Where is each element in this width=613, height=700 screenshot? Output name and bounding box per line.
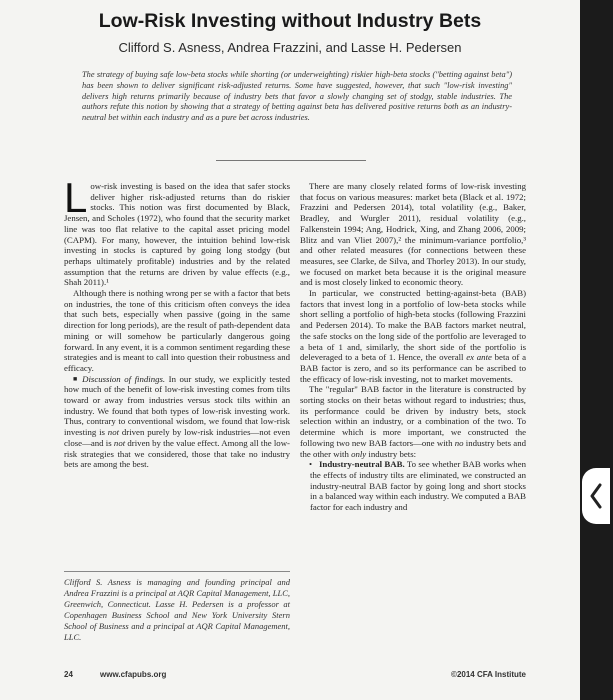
article-authors: Clifford S. Asness, Andrea Frazzini, and Lasse H. Pedersen (118, 40, 462, 55)
next-page-button[interactable] (582, 468, 610, 524)
emphasis: not (107, 427, 120, 438)
footer-url[interactable]: www.cfapubs.org (100, 670, 167, 679)
paragraph-text: The "regular" BAB factor in the literature is constructed by sorting stocks on their betas without regard to industries; thus, its performance could be driven by industry bets, stock selection within an industry, or a combination of the two. To determine which is more important, we constructed the following two new BAB factors—one with (300, 384, 526, 448)
paragraph (64, 374, 290, 470)
paragraph-text: beta of a BAB factor is zero, and so its performance can be ascribed to the efficacy of low-risk investing, not to market movements. (300, 352, 526, 384)
drop-cap: L (64, 174, 88, 221)
paragraph (300, 384, 526, 459)
emphasis: only (351, 448, 367, 459)
body-column-right (300, 181, 526, 513)
paragraph: There are many closely related forms of low-risk investing that focus on various measures: market beta (Black et al. 1972; Frazzini and Pedersen 2014), total volatility (e.g., Baker, Bradley, and Wurgler 2011), residual volatility (e.g., Falkenstein 1994; Ang, Hodrick, Xing, and Zhang 2006, 2009; Blitz and van Vliet 2007),² the minimum-variance portfolio,³ and other related measures (for connections between these measures, see Clarke, de Silva, and Thorley 2013). In our study, we focused on market beta because it is the original measure and is most closely linked to economic theory. (300, 181, 526, 288)
author-footnote: Clifford S. Asness is managing and founding principal and Andrea Frazzini is a principal at AQR Capital Management, LLC, Greenwich, Connecticut. Lasse H. Pedersen is a professor at Copenhagen Business School and New York University Stern School of Business and a principal at AQR Capital Management, LLC. (64, 577, 290, 642)
abstract: The strategy of buying safe low-beta stocks while shorting (or underweighting) riskier high-beta stocks ("betting against beta") has been shown to deliver significant risk-adjusted returns. Some have suggested, however, that such "low-risk investing" delivers high returns primarily because of industry bets that favor a slowly changing set of stodgy, stable industries. The authors refute this notion by showing that a strategy of betting against beta has delivered positive returns both as an industry-neutral bet within each industry and as a pure bet across industries. (82, 70, 512, 123)
square-bullet-icon: ■ (73, 374, 79, 383)
paragraph-text: driven purely by low-risk industries—not even close—and is (64, 427, 290, 448)
emphasis: no (454, 437, 464, 448)
footer-copyright: ©2014 CFA Institute (451, 670, 526, 679)
emphasis: not (113, 437, 126, 448)
paragraph-text: In particular, we constructed betting-against-beta (BAB) factors that invest long in a portfolio of low-beta stocks while short selling a portfolio of high-beta stocks (following Frazzini and Pedersen 2014). To make the BAB factors market neutral, the safe stocks on the long side of the portfolio are leveraged to a beta of 1 and, similarly, the short side of the portfolio is deleveraged to a beta of 1. Hence, the overall (300, 288, 526, 363)
paragraph-text: ow-risk investing is based on the idea that safer stocks deliver higher risk-adjusted returns than do riskier stocks. This notion was first documented by Black, Jensen, and Scholes (1972), who found that the security market line was too flat relative to the capital asset pricing model (CAPM). For many, however, the intuition behind low-risk investing in stocks is captured by going long stodgy (but perhaps ultimately profitable) industries and by the related assumption that the returns are driven by value effects (e.g., Shah 2011).¹ (64, 181, 290, 288)
section-divider (216, 160, 366, 161)
paragraph-text: industry bets and the other with (300, 437, 526, 459)
article-title: Low-Risk Investing without Industry Bets (98, 10, 482, 32)
paragraph-text: In our study, we explicitly tested how much of the benefit of low-risk investing comes from tilts toward or away from industries versus stock tilts within an industry. We found that both types of low-risk investing work. Thus, contrary to conventional wisdom, we found that low-risk investing is (64, 373, 291, 438)
paragraph-text: driven by the value effect. Among all the low-risk strategies that we considered, those that take no industry bets are among the best. (64, 437, 290, 470)
list-item-heading: Industry-neutral BAB. (319, 459, 405, 470)
page-number: 24 (64, 670, 73, 679)
paragraph (64, 174, 290, 288)
body-column-left (64, 174, 291, 470)
paragraph: Although there is nothing wrong per se with a factor that bets on industries, the tone of this criticism often conveys the idea that such bets, especially when passive (going in the same direction for long periods), are the result of path-dependent data mining or will somehow be particularly dangerous going forward. In any event, it is a common sentiment regarding these strategies and is meant to call into question their robustness and efficacy. (64, 288, 290, 373)
paragraph-text: industry bets: (366, 448, 417, 459)
emphasis: ex ante (466, 352, 492, 363)
list-item (300, 459, 526, 513)
list-item-text: To see whether BAB works when the effects of industry tilts are eliminated, we constructed an industry-neutral BAB factor by going long and short stocks in a balanced way within each industry. We computed a BAB factor for each industry and (310, 459, 526, 513)
chevron-right-icon (589, 482, 603, 510)
bullet-icon: • (309, 459, 313, 470)
footnote-rule (64, 571, 290, 572)
paragraph (300, 288, 526, 384)
run-in-heading: Discussion of findings. (82, 373, 166, 384)
